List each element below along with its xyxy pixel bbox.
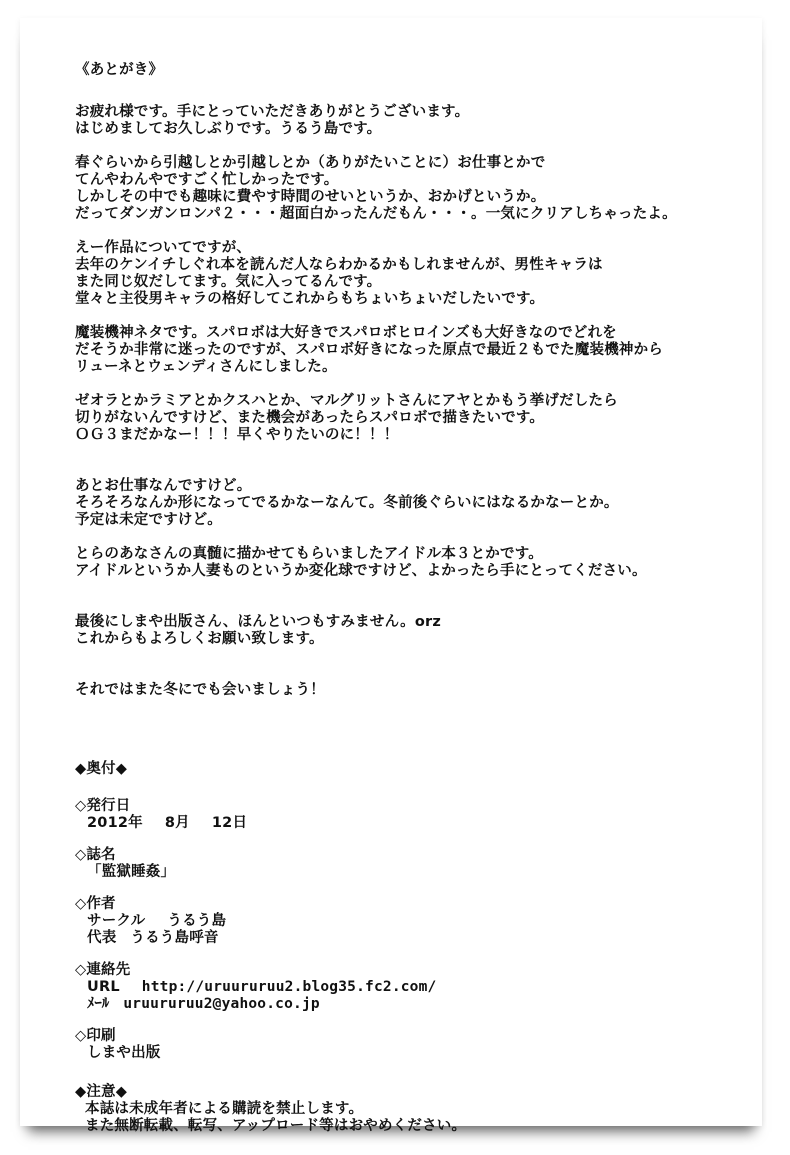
colophon-publish-date [75,798,745,832]
rep-value: うるう島呼音 [130,930,219,946]
text-line: 魔装機神ネタです。スパロボは大好きでスパロボヒロインズも大好きなのでどれを [75,325,617,341]
text-line: 切りがないんですけど、また機会があったらスパロボで描きたいです。 [75,410,545,426]
text-line: だってダンガンロンパ２・・・超面白かったんだもん・・・。一気にクリアしちゃったよ。 [75,206,677,222]
text-line: これからもよろしくお願い致します。 [75,631,324,647]
book-title-value: 「監獄睡姦」 [87,864,176,880]
date-day: 12日 [211,815,248,831]
field-label: ◇発行日 [75,798,131,814]
url-value: http://uruururuu2.blog35.fc2.com/ [141,979,437,995]
text-line: リューネとウェンディさんにしました。 [75,359,337,375]
field-label: ◇連絡先 [75,962,131,978]
text-line: あとお仕事なんですけど。 [75,478,252,494]
text-line: それではまた冬にでも会いましょう！ [75,682,325,698]
colophon-book-title [75,847,745,881]
field-label: ◇作者 [75,896,116,912]
afterword-paragraph-4 [75,325,745,376]
text-line: 最後にしまや出版さん、ほんといつもすみません。orz [75,614,441,630]
afterword-paragraph-2 [75,155,745,223]
afterword-paragraph-9 [75,682,745,699]
colophon-printing [75,1028,745,1062]
text-line: また同じ奴だしてます。気に入ってるんです。 [75,274,382,290]
field-label: ◇印刷 [75,1028,116,1044]
colophon-author [75,896,745,947]
contact-mail [75,996,745,1013]
text-line: とらのあなさんの真髄に描かせてもらいましたアイドル本３とかです。 [75,546,543,562]
afterword-paragraph-5 [75,393,745,444]
text-line: はじめましてお久しぶりです。うるう島です。 [75,121,382,137]
afterword-paragraph-8 [75,614,745,648]
rep-label: 代表 [87,930,117,946]
printing-value: しまや出版 [87,1045,161,1061]
colophon-contact [75,962,745,1013]
date-month: 8月 [164,815,190,831]
mail-value: uruururuu2@yahoo.co.jp [123,996,320,1012]
text-line: ＯＧ３まだかなー！！！早くやりたいのに！！！ [75,427,399,443]
author-circle [75,913,745,930]
afterword-paragraph-6 [75,478,745,529]
afterword-paragraph-1 [75,104,745,138]
text-line: ゼオラとかラミアとかクスハとか、マルグリットさんにアヤとかもう挙げだしたら [75,393,618,409]
publish-date-value [75,815,745,832]
mail-label: ﾒｰﾙ [87,996,110,1012]
notice-body [75,1101,745,1135]
document-page [20,18,762,1134]
afterword-paragraph-7 [75,546,745,580]
text-line: 去年のケンイチしぐれ本を読んだ人ならわかるかもしれませんが、男性キャラは [75,257,603,273]
text-line: お疲れ様です。手にとっていただきありがとうございます。 [75,104,470,120]
afterword-paragraph-3 [75,240,745,308]
circle-label: サークル [87,913,146,929]
notice-line: 本誌は未成年者による購読を禁止します。 [85,1101,364,1117]
notice-line: また無断転載、転写、アップロード等はおやめください。 [85,1118,467,1134]
afterword-heading: 《あとがき》 [75,62,164,78]
text-line: てんやわんやですごく忙しかったです。 [75,172,339,188]
text-line: 予定は未定ですけど。 [75,512,222,528]
colophon-title: ◆奥付◆ [75,761,128,777]
text-line: アイドルというか人妻ものというか変化球ですけど、よかったら手にとってください。 [75,563,647,579]
notice-title: ◆注意◆ [75,1084,128,1100]
field-label: ◇誌名 [75,847,116,863]
contact-url [75,979,745,996]
text-line: そろそろなんか形になってでるかなーなんて。冬前後ぐらいにはなるかなーとか。 [75,495,619,511]
author-representative [75,930,745,947]
text-line: しかしその中でも趣味に費やす時間のせいというか、おかげというか。 [75,189,546,205]
circle-value: うるう島 [167,913,227,929]
text-line: だそうか非常に迷ったのですが、スパロボ好きになった原点で最近２もでた魔装機神から [75,342,663,358]
text-line: 堂々と主役男キャラの格好してこれからもちょいちょいだしたいです。 [75,291,545,307]
page-content [75,62,745,1135]
text-line: えー作品についてですが、 [75,240,252,256]
url-label: URL [87,979,120,995]
date-year: 2012年 [87,815,143,831]
text-line: 春ぐらいから引越しとか引越しとか（ありがたいことに）お仕事とかで [75,155,546,171]
